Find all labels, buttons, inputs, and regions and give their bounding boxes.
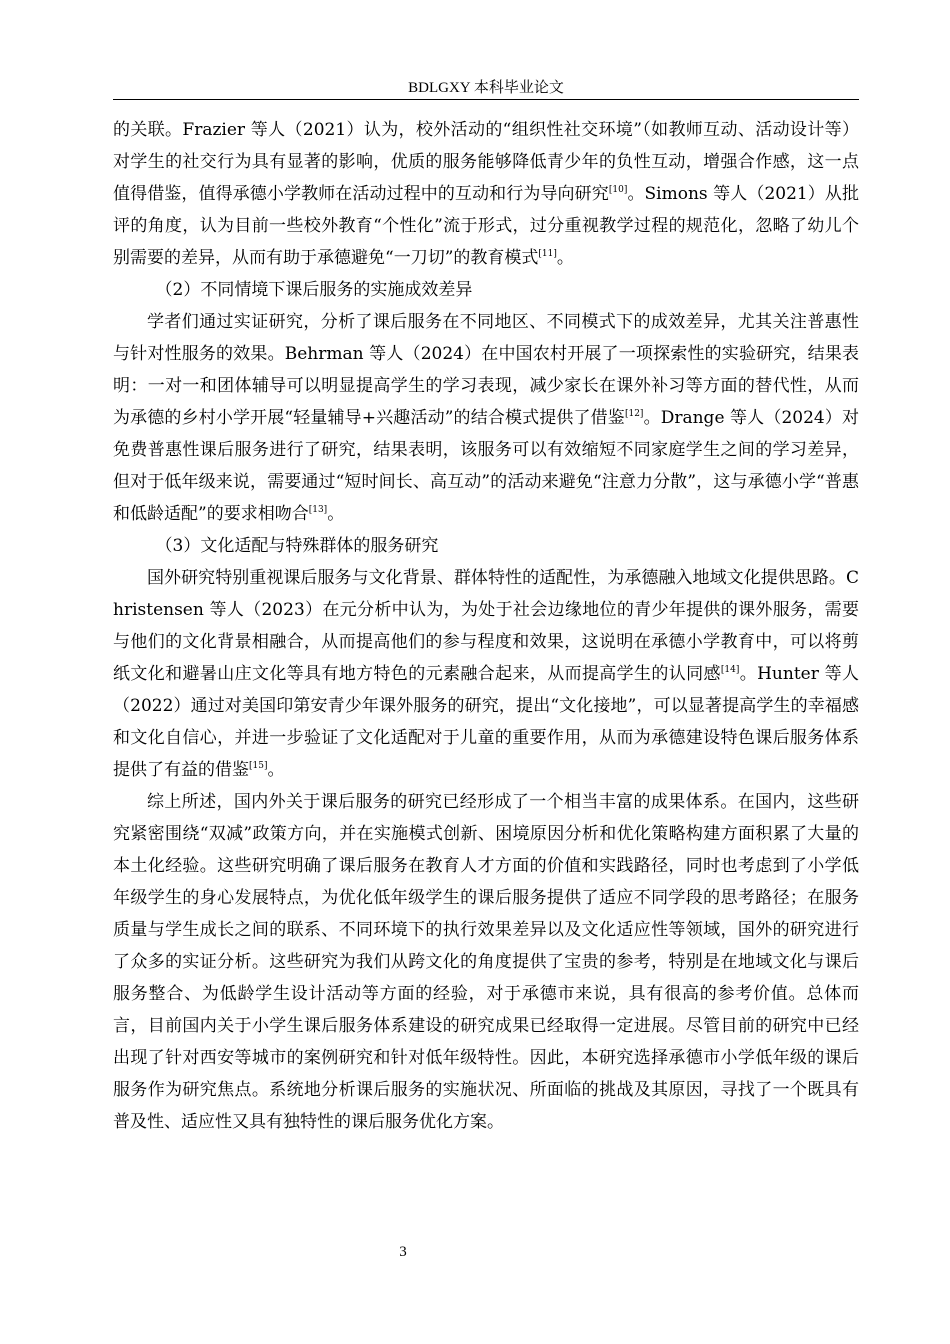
paragraph-text: 国外研究特别重视课后服务与文化背景、群体特性的适配性，为承德融入地域文化提供思路。Christensen 等人（2023）在元分析中认为，为处于社会边缘地位的青少年提供的课外服务，需要与他们的文化背景相融合，从而提高他们的参与程度和效果，这说明在承德小学教育中，可以将剪纸文化和避暑山庄文化等具有地方特色的元素融合起来，从而提高学生的认同感: [113, 568, 859, 684]
citation-ref: [15]: [249, 761, 268, 771]
paragraph-frazier-simons: [113, 114, 859, 274]
paragraph-behrman-drange: [113, 306, 859, 530]
section-heading-3: （3）文化适配与特殊群体的服务研究: [155, 536, 439, 556]
paragraph-christensen-hunter: [113, 562, 859, 786]
header-rule: [113, 99, 859, 100]
paragraph-text: 学者们通过实证研究，分析了课后服务在不同地区、不同模式下的成效差异，尤其关注普惠性与针对性服务的效果。Behrman 等人（2024）在中国农村开展了一项探索性的实验研究，结果表明：一对一和团体辅导可以明显提高学生的学习表现，减少家长在课外补习等方面的替代性，从而为承德的乡村小学开展“轻量辅导+兴趣活动”的结合模式提供了借鉴: [113, 312, 859, 428]
citation-ref: [11]: [538, 249, 557, 259]
paragraph-text: 。: [556, 248, 574, 268]
paragraph-text: 的关联。Frazier 等人（2021）认为，校外活动的“组织性社交环境”（如教师互动、活动设计等）对学生的社交行为具有显著的影响，优质的服务能够降低青少年的负性互动，增强合作感，这一点值得借鉴，值得承德小学教师在活动过程中的互动和行为导向研究: [113, 120, 859, 204]
paragraph-summary: 综上所述，国内外关于课后服务的研究已经形成了一个相当丰富的成果体系。在国内，这些研究紧密围绕“双减”政策方向，并在实施模式创新、困境原因分析和优化策略构建方面积累了大量的本土化经验。这些研究明确了课后服务在教育人才方面的价值和实践路径，同时也考虑到了小学低年级学生的身心发展特点，为优化低年级学生的课后服务提供了适应不同学段的思考路径；在服务质量与学生成长之间的联系、不同环境下的执行效果差异以及文化适应性等领域，国外的研究进行了众多的实证分析。这些研究为我们从跨文化的角度提供了宝贵的参考，特别是在地域文化与课后服务整合、为低龄学生设计活动等方面的经验，对于承德市来说，具有很高的参考价值。总体而言，目前国内关于小学生课后服务体系建设的研究成果已经取得一定进展。尽管目前的研究中已经出现了针对西安等城市的案例研究和针对低年级特性。因此，本研究选择承德市小学低年级的课后服务作为研究焦点。系统地分析课后服务的实施状况、所面临的挑战及其原因，寻找了一个既具有普及性、适应性又具有独特性的课后服务优化方案。: [113, 792, 859, 1132]
paragraph-text: 。: [327, 504, 345, 524]
paragraph-text: 。Drange 等人（2024）对免费普惠性课后服务进行了研究，结果表明，该服务可以有效缩短不同家庭学生之间的学习差异，但对于低年级来说，需要通过“短时间长、高互动”的活动来避免“注意力分散”，这与承德小学“普惠和低龄适配”的要求相吻合: [113, 408, 860, 524]
citation-ref: [12]: [624, 409, 644, 419]
paragraph-text: 。: [267, 760, 285, 780]
page-number: 3: [399, 1244, 407, 1260]
paragraph-text: 。Hunter 等人（2022）通过对美国印第安青少年课外服务的研究，提出“文化接地”，可以显著提高学生的幸福感和文化自信心，并进一步验证了文化适配对于儿童的重要作用，从而为承德建设特色课后服务体系提供了有益的借鉴: [113, 664, 859, 780]
paragraph-text: 。Simons 等人（2021）从批评的角度，认为目前一些校外教育“个性化”流于形式，过分重视教学过程的规范化，忽略了幼儿个别需要的差异，从而有助于承德避免“一刀切”的教育模式: [113, 184, 860, 268]
citation-ref: [10]: [608, 185, 628, 195]
citation-ref: [14]: [720, 665, 740, 675]
section-heading-2: （2）不同情境下课后服务的实施成效差异: [155, 280, 473, 300]
running-header: BDLGXY 本科毕业论文: [408, 80, 564, 96]
citation-ref: [13]: [308, 505, 328, 515]
page-body: [113, 114, 859, 1138]
